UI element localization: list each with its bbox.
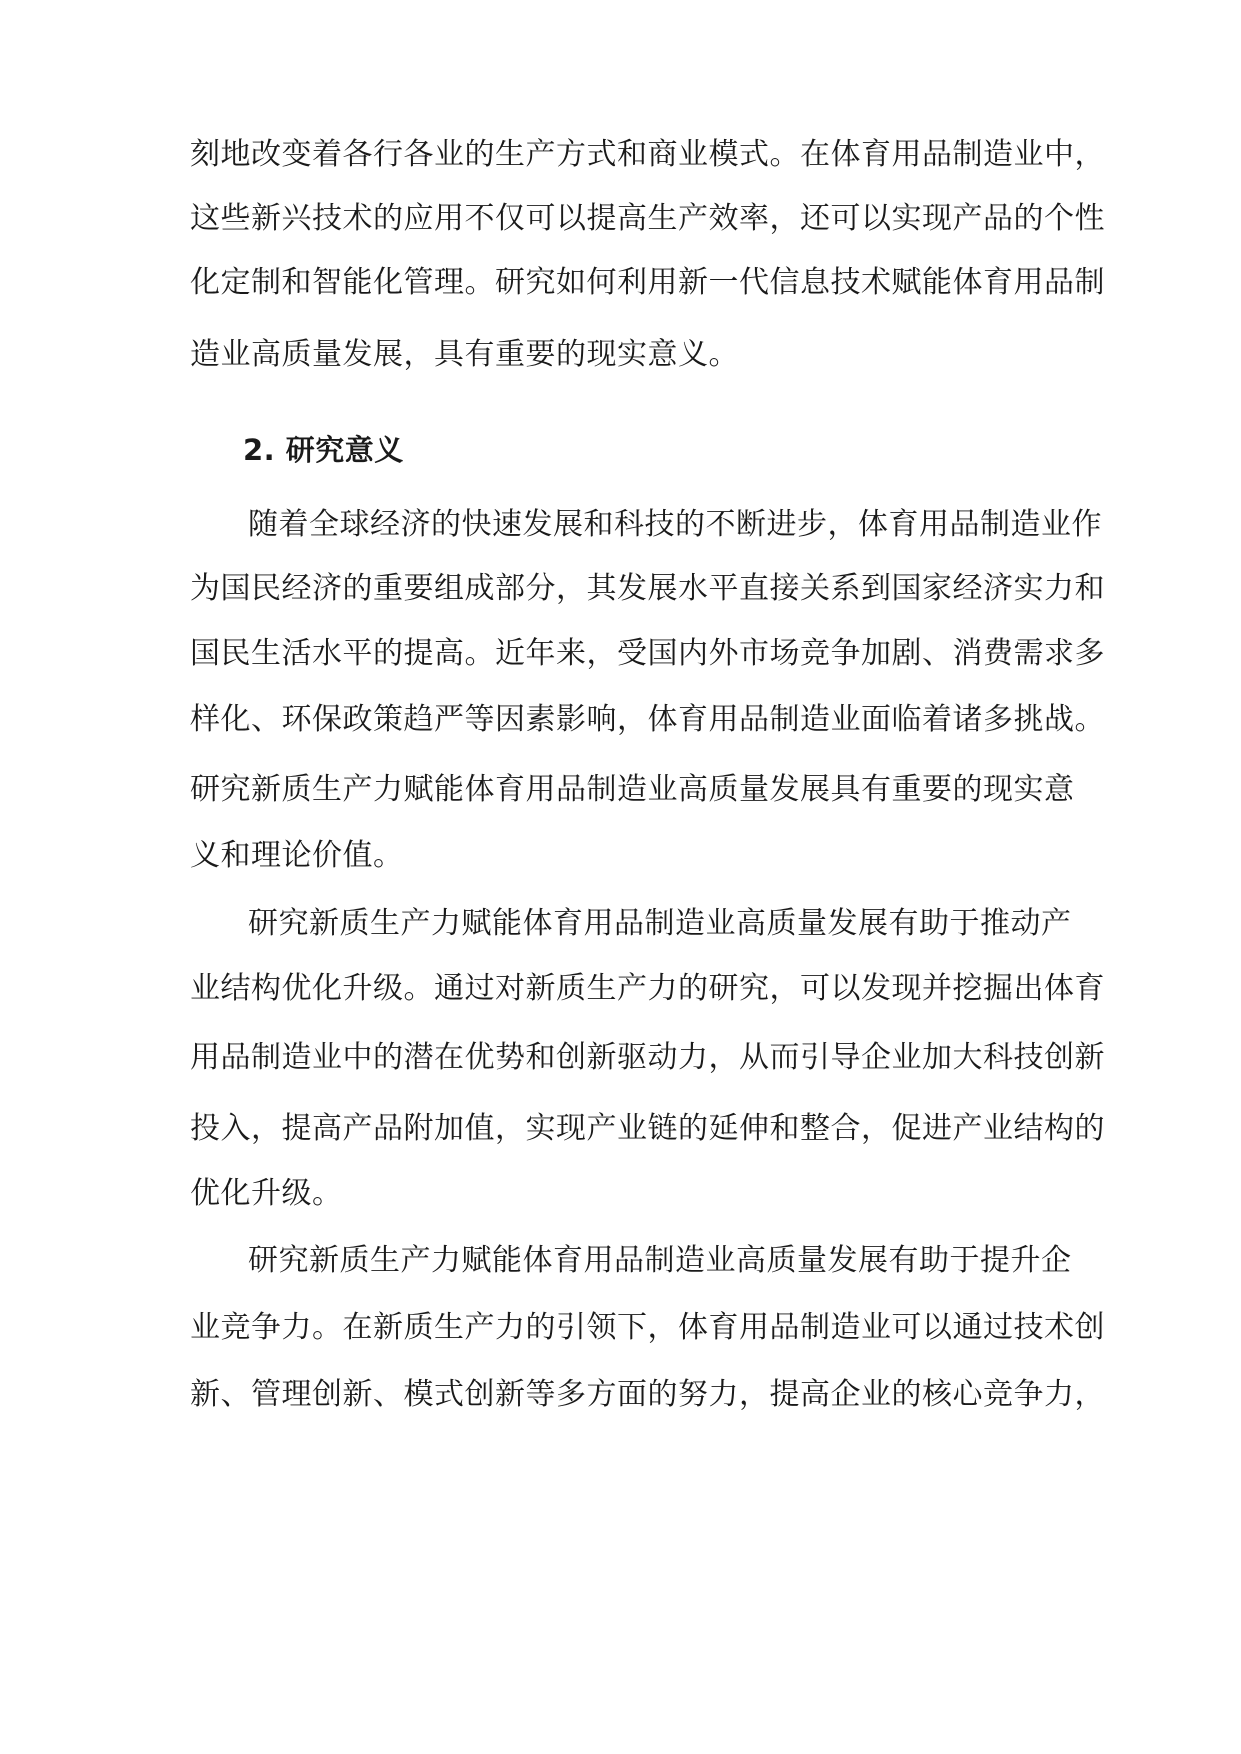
paragraph1-line: 研究新质生产力赋能体育用品制造业高质量发展具有重要的现实意	[190, 772, 1075, 807]
intro-line: 化定制和智能化管理。研究如何利用新一代信息技术赋能体育用品制	[190, 265, 1105, 300]
intro-line: 刻地改变着各行各业的生产方式和商业模式。在体育用品制造业中，	[190, 137, 1105, 172]
paragraph2-line: 用品制造业中的潜在优势和创新驱动力，从而引导企业加大科技创新	[190, 1040, 1105, 1075]
paragraph2-line: 优化升级。	[190, 1176, 343, 1211]
paragraph2-line: 业结构优化升级。通过对新质生产力的研究，可以发现并挖掘出体育	[190, 971, 1105, 1006]
paragraph2-line: 投入，提高产品附加值，实现产业链的延伸和整合，促进产业结构的	[190, 1111, 1105, 1146]
paragraph3-line: 新、管理创新、模式创新等多方面的努力，提高企业的核心竞争力，	[190, 1377, 1105, 1412]
paragraph1-line: 国民生活水平的提高。近年来，受国内外市场竞争加剧、消费需求多	[190, 636, 1105, 671]
intro-line: 造业高质量发展，具有重要的现实意义。	[190, 337, 739, 372]
paragraph3-line: 研究新质生产力赋能体育用品制造业高质量发展有助于提升企	[248, 1243, 1072, 1278]
paragraph3-line: 业竞争力。在新质生产力的引领下，体育用品制造业可以通过技术创	[190, 1310, 1105, 1345]
paragraph1-line: 义和理论价值。	[190, 838, 404, 873]
section-heading: 2. 研究意义	[243, 433, 404, 467]
paragraph1-line: 随着全球经济的快速发展和科技的不断进步，体育用品制造业作	[248, 507, 1102, 542]
intro-line: 这些新兴技术的应用不仅可以提高生产效率，还可以实现产品的个性	[190, 201, 1105, 236]
paragraph1-line: 样化、环保政策趋严等因素影响，体育用品制造业面临着诸多挑战。	[190, 702, 1105, 737]
paragraph2-line: 研究新质生产力赋能体育用品制造业高质量发展有助于推动产	[248, 906, 1072, 941]
paragraph1-line: 为国民经济的重要组成部分，其发展水平直接关系到国家经济实力和	[190, 571, 1105, 606]
